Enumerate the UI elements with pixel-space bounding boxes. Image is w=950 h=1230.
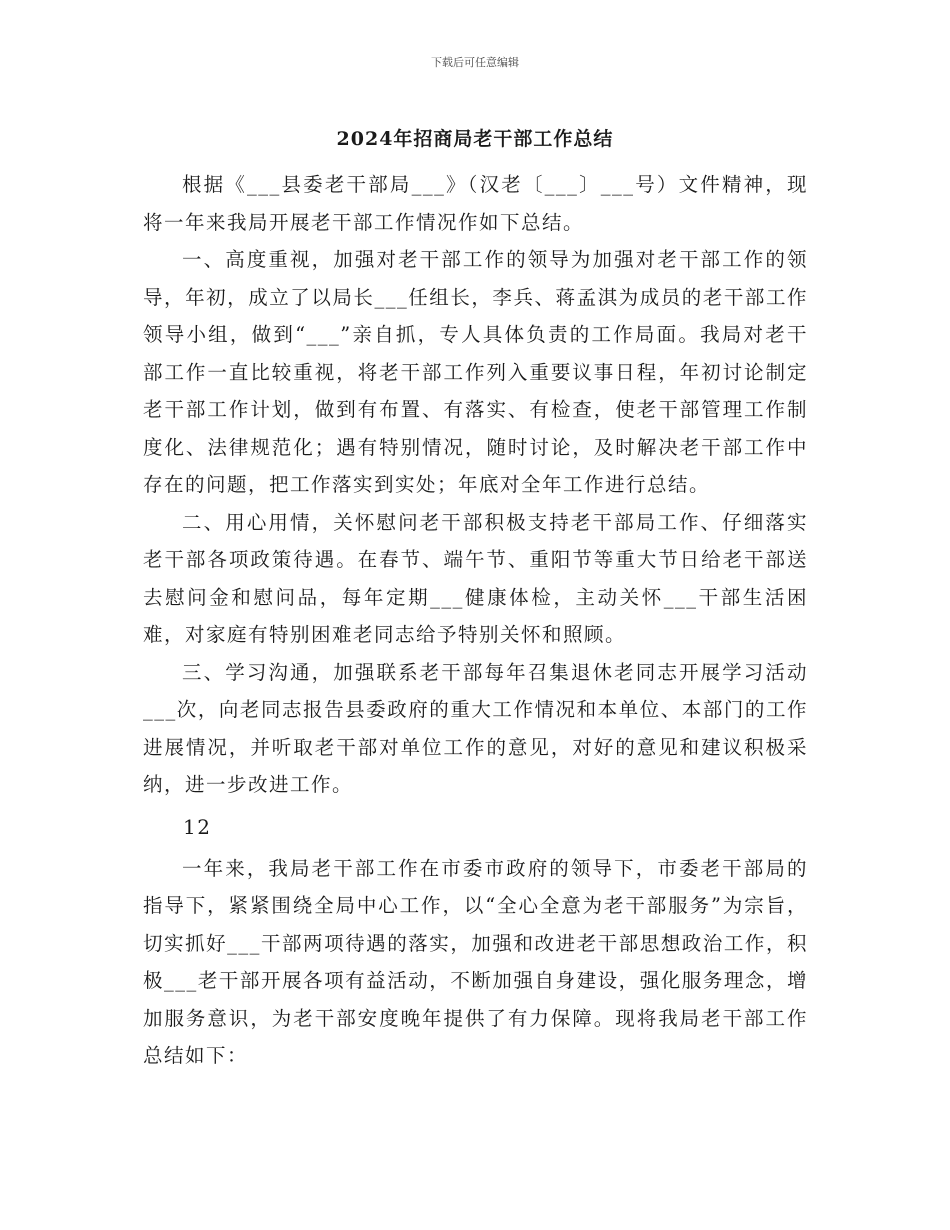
page-header-note: 下载后可任意编辑 bbox=[431, 56, 519, 69]
paragraph-intro: 根据《___县委老干部局___》（汉老〔___〕___号）文件精神，现将一年来我局开展老干部工作情况作如下总结。 bbox=[143, 173, 808, 234]
paragraph-section-2: 二、用心用情，关怀慰问老干部积极支持老干部局工作、仔细落实老干部各项政策待遇。在春节、端午节、重阳节等重大节日给老干部送去慰问金和慰问品，每年定期___健康体检，主动关怀___干部生活困难，对家庭有特别困难老同志给予特别关怀和照顾。 bbox=[143, 510, 808, 646]
document-title: 2024年招商局老干部工作总结 bbox=[336, 128, 614, 150]
document-body bbox=[143, 166, 808, 1075]
section-number: 12 bbox=[183, 814, 212, 839]
paragraph-section-3: 三、学习沟通，加强联系老干部每年召集退休老同志开展学习活动___次，向老同志报告县委政府的重大工作情况和本单位、本部门的工作进展情况，并听取老干部对单位工作的意见，对好的意见和建议积极采纳，进一步改进工作。 bbox=[143, 660, 808, 796]
paragraph-summary-intro: 一年来，我局老干部工作在市委市政府的领导下，市委老干部局的指导下，紧紧围绕全局中心工作，以“全心全意为老干部服务”为宗旨，切实抓好___干部两项待遇的落实，加强和改进老干部思想政治工作，积极___老干部开展各项有益活动，不断加强自身建设，强化服务理念，增加服务意识，为老干部安度晚年提供了有力保障。现将我局老干部工作总结如下： bbox=[143, 856, 808, 1067]
paragraph-section-1: 一、高度重视，加强对老干部工作的领导为加强对老干部工作的领导，年初，成立了以局长___任组长，李兵、蒋孟淇为成员的老干部工作领导小组，做到“___”亲自抓，专人具体负责的工作局面。我局对老干部工作一直比较重视，将老干部工作列入重要议事日程，年初讨论制定老干部工作计划，做到有布置、有落实、有检查，使老干部管理工作制度化、法律规范化；遇有特别情况，随时讨论，及时解决老干部工作中存在的问题，把工作落实到实处；年底对全年工作进行总结。 bbox=[143, 248, 808, 496]
